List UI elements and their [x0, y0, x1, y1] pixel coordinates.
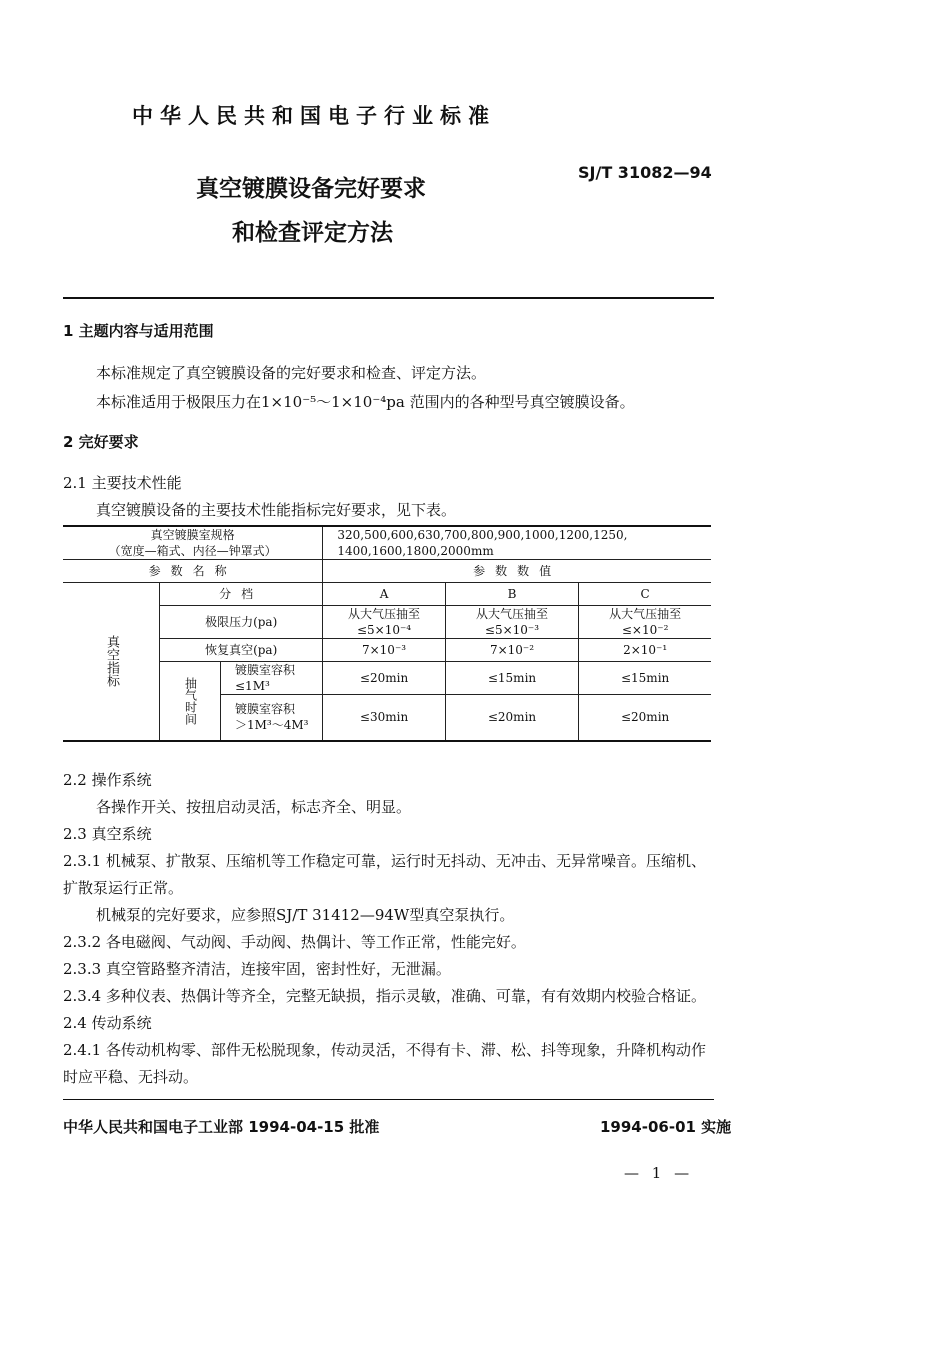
volume-1-a: ≤20min [323, 662, 445, 695]
ultimate-c [579, 606, 711, 639]
standard-code: SJ/T 31082—94 [578, 163, 712, 182]
param-value-header: 参数数值 [323, 560, 711, 583]
grade-header: 分档 [160, 583, 323, 606]
section-1-heading: 1 主题内容与适用范围 [63, 322, 214, 340]
document-title-line2: 和检查评定方法 [232, 220, 393, 246]
volume-1-b: ≤15min [445, 662, 579, 695]
ultimate-c-line1: 从大气压抽至 [609, 607, 682, 621]
section-1-paragraph-1: 本标准规定了真空镀膜设备的完好要求和检查、评定方法。 [96, 364, 487, 382]
ultimate-c-line2: ≤×10⁻² [621, 623, 669, 637]
ultimate-a [323, 606, 445, 639]
spec-values-line1: 320,500,600,630,700,800,900,1000,1200,1250, [337, 528, 628, 542]
standard-org-header: 中华人民共和国电子行业标准 [132, 104, 496, 128]
spec-values-cell [323, 526, 711, 560]
grade-c: C [579, 583, 711, 606]
table-row [63, 583, 711, 606]
section-2-1-heading: 2.1 主要技术性能 [63, 474, 182, 492]
param-name-header: 参数名称 [63, 560, 323, 583]
section-2-3-4: 2.3.4 多种仪表、热偶计等齐全，完整无缺损，指示灵敏，准确、可靠，有有效期内校验合格证。 [63, 987, 706, 1005]
ultimate-pressure-label: 极限压力(pa) [160, 606, 323, 639]
ultimate-b-line2: ≤5×10⁻³ [484, 623, 540, 637]
table-row [63, 560, 711, 583]
table-row [63, 639, 711, 662]
section-2-2-paragraph: 各操作开关、按扭启动灵活，标志齐全、明显。 [96, 798, 412, 816]
recover-c: 2×10⁻¹ [579, 639, 711, 662]
section-2-3-heading: 2.3 真空系统 [63, 825, 152, 843]
document-title-line1: 真空镀膜设备完好要求 [196, 176, 426, 202]
volume-1-label: 镀膜室容积≤1M³ [221, 662, 323, 695]
section-2-4-1-line1: 2.4.1 各传动机构零、部件无松脱现象，传动灵活，不得有卡、滞、松、抖等现象，升降机构动作 [63, 1041, 706, 1059]
performance-table [63, 525, 711, 742]
section-2-1-paragraph: 真空镀膜设备的主要技术性能指标完好要求，见下表。 [96, 501, 457, 519]
table-row [63, 526, 711, 560]
approval-date: 中华人民共和国电子工业部 1994-04-15 批准 [63, 1118, 380, 1136]
ultimate-b [445, 606, 579, 639]
section-2-3-1-line1: 2.3.1 机械泵、扩散泵、压缩机等工作稳定可靠，运行时无抖动、无冲击、无异常噪音。压缩机、 [63, 852, 706, 870]
ultimate-a-line2: ≤5×10⁻⁴ [356, 623, 412, 637]
recover-a: 7×10⁻³ [323, 639, 445, 662]
section-2-2-heading: 2.2 操作系统 [63, 771, 152, 789]
ultimate-a-line1: 从大气压抽至 [348, 607, 421, 621]
volume-2-label-line1: 镀膜室容积 [235, 702, 296, 717]
vacuum-index-group-label: 真空指标 [63, 583, 160, 741]
volume-2-label-cell [221, 695, 323, 741]
pump-time-label: 抽气时间 [160, 662, 221, 741]
section-2-4-heading: 2.4 传动系统 [63, 1014, 152, 1032]
table-row [63, 606, 711, 639]
volume-1-c: ≤15min [579, 662, 711, 695]
section-2-heading: 2 完好要求 [63, 433, 139, 451]
table-row [63, 662, 711, 695]
spec-label: 真空镀膜室规格 [150, 528, 235, 542]
ultimate-b-line1: 从大气压抽至 [476, 607, 549, 621]
spec-label-sub: （宽度—箱式、内径—钟罩式） [108, 544, 277, 558]
grade-b: B [445, 583, 579, 606]
section-2-3-1-line2: 扩散泵运行正常。 [63, 879, 184, 897]
implementation-date: 1994-06-01 实施 [600, 1118, 732, 1136]
recover-vacuum-label: 恢复真空(pa) [160, 639, 323, 662]
section-1-paragraph-2: 本标准适用于极限压力在1×10⁻⁵～1×10⁻⁴pa 范围内的各种型号真空镀膜设备。 [96, 393, 635, 411]
grade-a: A [323, 583, 445, 606]
footer-divider [63, 1099, 714, 1100]
page-number: — 1 — [624, 1164, 694, 1182]
title-divider [63, 297, 714, 299]
recover-b: 7×10⁻² [445, 639, 579, 662]
volume-2-c: ≤20min [579, 695, 711, 741]
section-2-4-1-line2: 时应平稳、无抖动。 [63, 1068, 199, 1086]
volume-2-label-line2: ＞1M³～4M³ [235, 718, 309, 733]
volume-2-a: ≤30min [323, 695, 445, 741]
spec-values-line2: 1400,1600,1800,2000mm [337, 544, 494, 558]
section-2-3-3: 2.3.3 真空管路整齐清洁，连接牢固，密封性好，无泄漏。 [63, 960, 451, 978]
section-2-3-1-line3: 机械泵的完好要求，应参照SJ/T 31412—94W型真空泵执行。 [96, 906, 515, 924]
volume-2-b: ≤20min [445, 695, 579, 741]
section-2-3-2: 2.3.2 各电磁阀、气动阀、手动阀、热偶计、等工作正常，性能完好。 [63, 933, 526, 951]
spec-label-cell [63, 526, 323, 560]
